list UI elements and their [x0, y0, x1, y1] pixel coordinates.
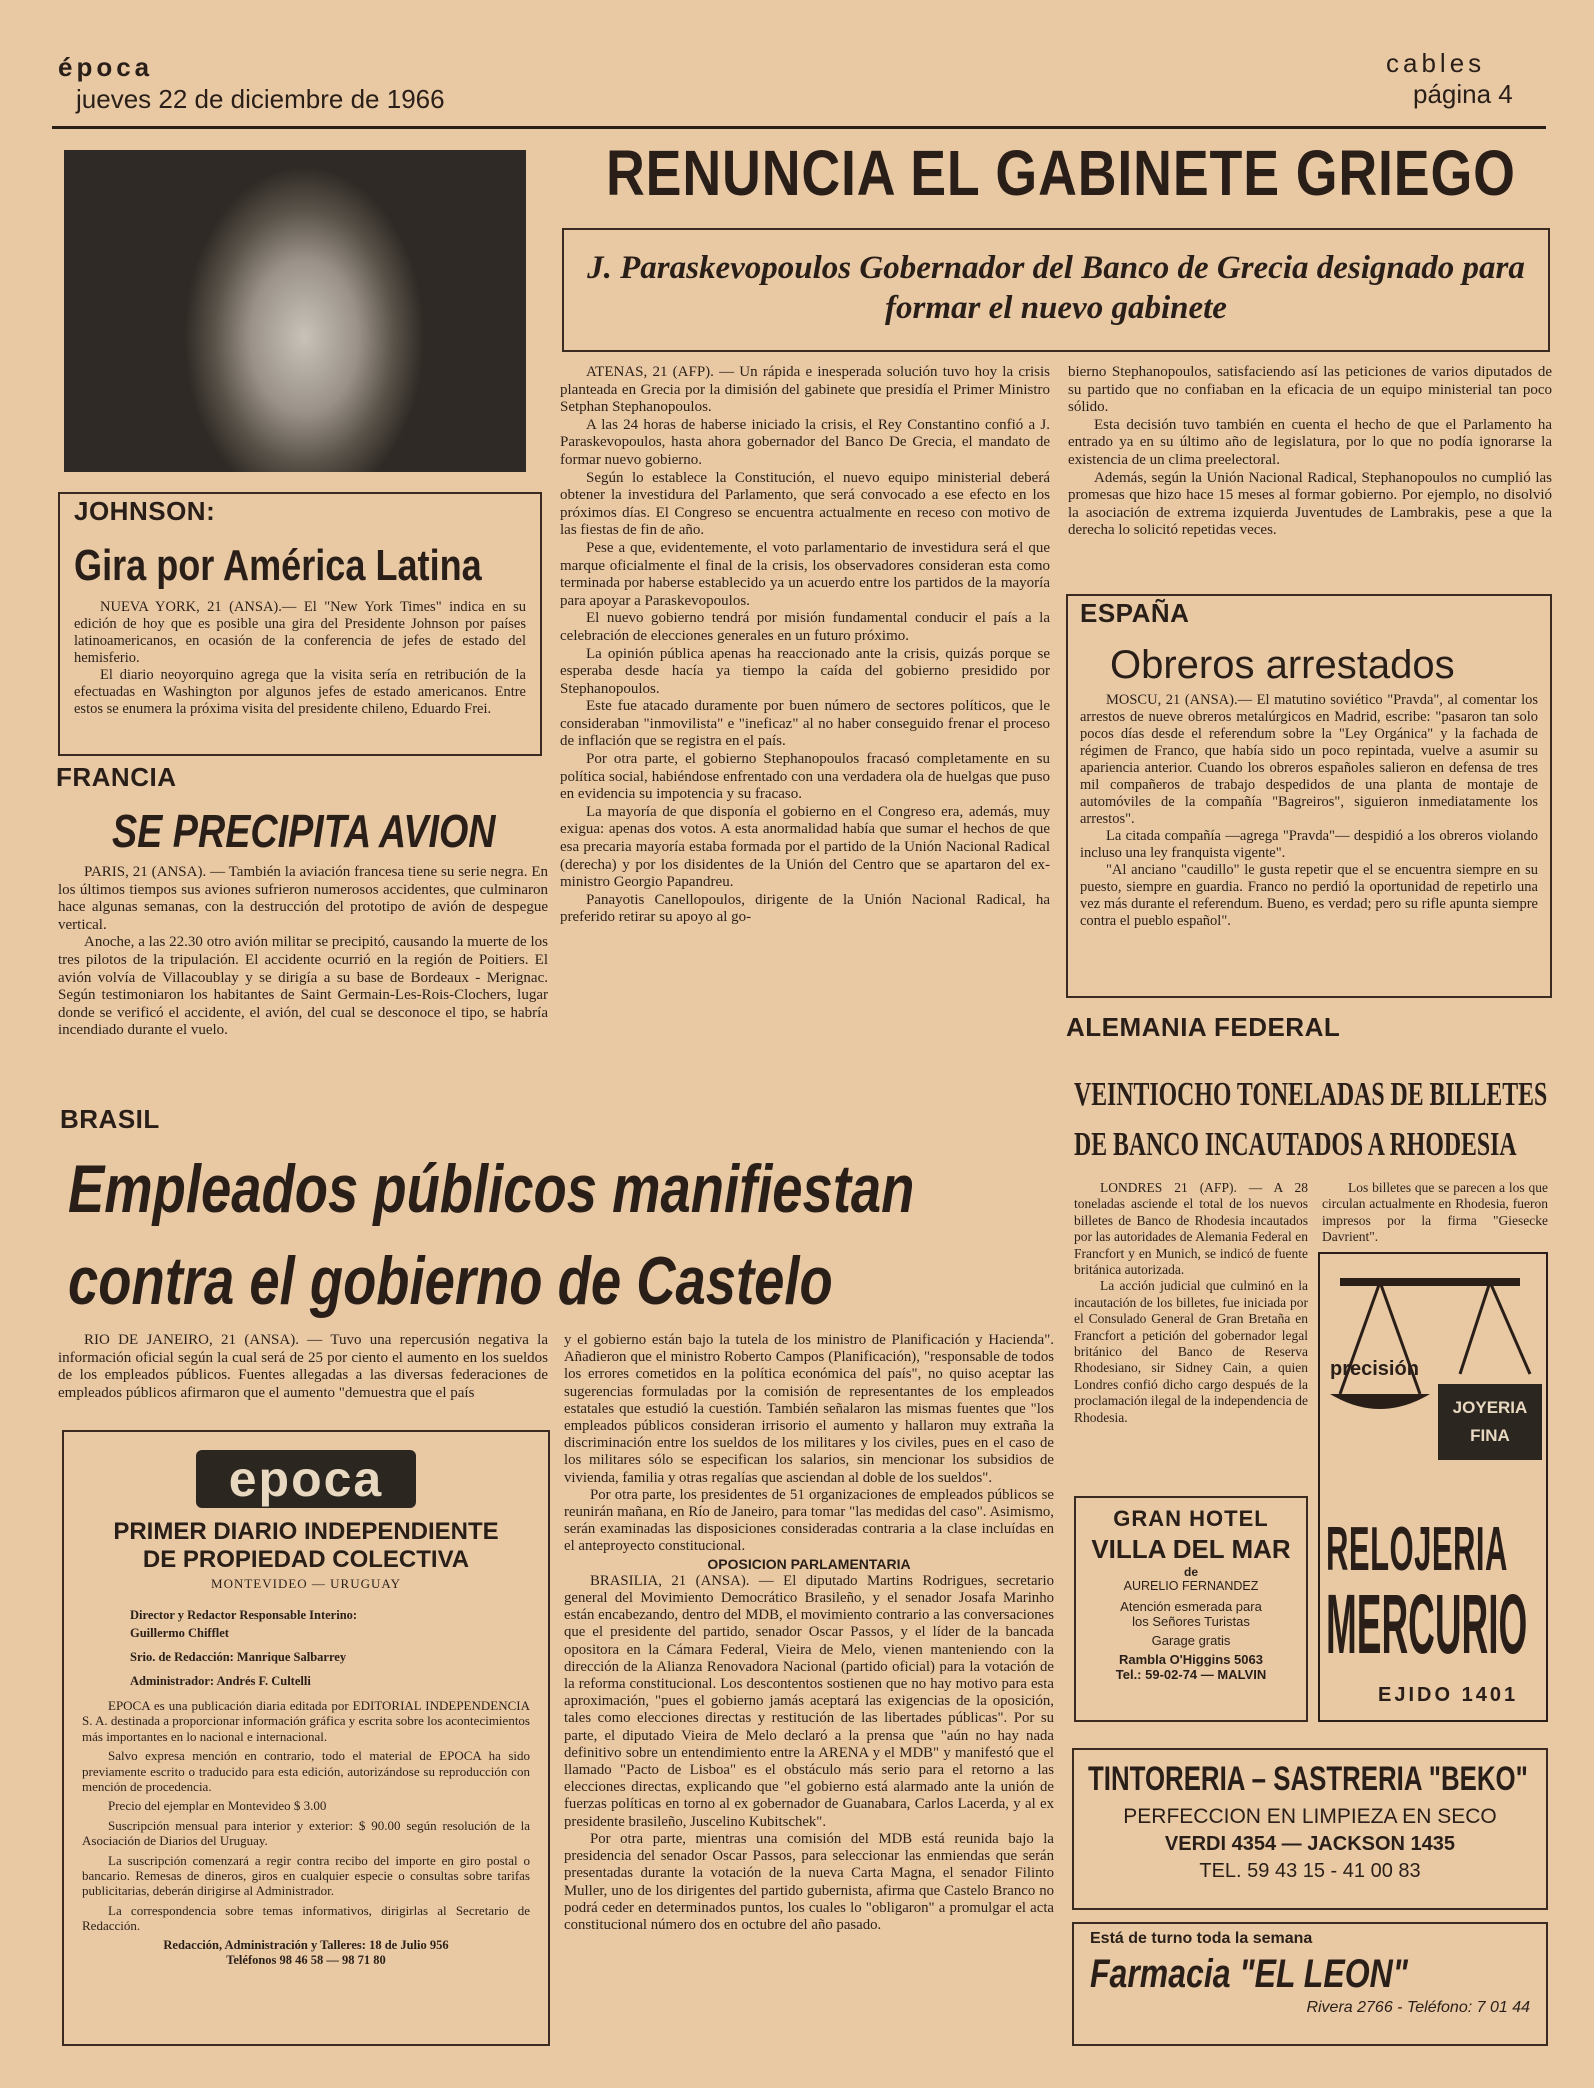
- greece-p1: ATENAS, 21 (AFP). — Un rápida e inesperada solución tuvo hoy la crisis planteada en Grecia por la dimisión del gabinete que presidía el Primer Ministro Setphan Stephanopoulos.: [560, 364, 1050, 416]
- farmacia-top: Está de turno toda la semana: [1090, 1930, 1313, 1947]
- epoca-box: [62, 1430, 550, 2046]
- johnson-headline: Gira por América Latina: [74, 541, 482, 590]
- epoca-p5: La suscripción comenzará a regir contra recibo del importe en giro postal o bancario. Remesas de dineros, giros en cualquier especie o consultas sobre tarifas publicitarias, deberán dirigirse al Administrador.: [82, 1852, 530, 1899]
- greece-p10: Panayotis Canellopoulos, dirigente de la Unión Nacional Radical, ha preferido retirar su apoyo al go-: [560, 891, 1050, 926]
- hotel-l4: AURELIO FERNANDEZ: [1123, 1579, 1259, 1593]
- masthead-date: jueves 22 de diciembre de 1966: [76, 84, 445, 114]
- greece-p12: Esta decisión tuvo también en cuenta el hecho de que el Parlamento ha entrado ya en su último año de legislatura, por lo que no podía ignorarse la existencia de un clima preelectoral.: [1068, 416, 1552, 468]
- epoca-p6: La correspondencia sobre temas informativos, dirigirlas al Secretario de Redacción.: [82, 1902, 530, 1934]
- mercurio-precision: precisión: [1330, 1358, 1419, 1380]
- epoca-staff-2: Guillermo Chifflet: [130, 1626, 229, 1640]
- subheadline-box: [562, 228, 1550, 352]
- francia-p1: PARIS, 21 (ANSA). — También la aviación francesa tiene su serie negra. En los últimos tiempos sus aviones sufrieron numerosos accidentes, que culminaron hace algunas semanas, con la destrucción del prototipo de avión de despegue vertical.: [58, 864, 548, 933]
- alemania-headline1: VEINTIOCHO TONELADAS DE BILLETES: [1074, 1076, 1548, 1113]
- greece-p5: El nuevo gobierno tendrá por misión fundamental conducir el país a la celebración de elecciones generales en un futuro próximo.: [560, 610, 1050, 644]
- greece-col2: [1068, 364, 1552, 540]
- hotel-l5: Atención esmerada para: [1120, 1599, 1262, 1614]
- johnson-photo: [64, 150, 526, 472]
- espana-headline: Obreros arrestados: [1110, 643, 1455, 687]
- hotel-l9: Tel.: 59-02-74 — MALVIN: [1115, 1667, 1267, 1682]
- espana-p3: "Al anciano "caudillo" le gusta repetir que el se encuentra siempre en su puesto, siempre en guardia. Franco no perdió la oportunidad de repetirlo una vez más durante el referendum. Bueno, es verdad; pero su rifle apunta siempre contra el pueblo español".: [1080, 862, 1538, 929]
- epoca-logo: epoca: [196, 1450, 416, 1508]
- farmacia-ad: [1072, 1922, 1548, 2046]
- alemania-headline2: DE BANCO INCAUTADOS A RHODESIA: [1074, 1126, 1517, 1163]
- hotel-l1: GRAN HOTEL: [1113, 1506, 1269, 1531]
- farmacia-addr: Rivera 2766 - Teléfono: 7 01 44: [1306, 1999, 1530, 2016]
- mercurio-street: EJIDO 1401: [1378, 1684, 1519, 1706]
- epoca-p3: Precio del ejemplar en Montevideo $ 3.00: [108, 1798, 327, 1814]
- mercurio-name: MERCURIO: [1326, 1577, 1528, 1671]
- epoca-footer2: Teléfonos 98 46 58 — 98 71 80: [226, 1952, 386, 1967]
- beko-title: TINTORERIA – SASTRERIA "BEKO": [1088, 1760, 1528, 1798]
- greece-col1: [560, 364, 1050, 927]
- alemania-label: ALEMANIA FEDERAL: [1066, 1012, 1341, 1042]
- epoca-staff: [130, 1606, 530, 1690]
- espana-p2: La citada compañía —agrega "Pravda"— despidió a los obreros violando incluso una ley franquista vigente".: [1080, 828, 1538, 861]
- espana-text: [1080, 692, 1538, 930]
- mercurio-ad: [1318, 1252, 1548, 1722]
- beko-ad: [1072, 1748, 1548, 1910]
- johnson-p1: NUEVA YORK, 21 (ANSA).— El "New York Times" indica en su edición de hoy que es posible una gira del Presidente Johnson por países latinoamericanos, en ocasión de la conferencia de jefes de estado del hemisferio.: [74, 599, 526, 666]
- subheadline: J. Paraskevopoulos Gobernador del Banco de Grecia designado para formar el nuevo gabinete: [587, 250, 1525, 326]
- brasil-subhead: OPOSICION PARLAMENTARIA: [707, 1555, 911, 1572]
- epoca-footer1: Redacción, Administración y Talleres: 18 de Julio 956: [163, 1937, 449, 1952]
- masthead-paper: época: [58, 52, 154, 82]
- alemania-p1: LONDRES 21 (AFP). — A 28 toneladas asciende el total de los nuevos billetes de Banco de Rhodesia incautados por las autoridades de Alemania Federal en Francfort y en Munich, se indicó de fuente británica autorizada.: [1074, 1180, 1308, 1278]
- brasil-p3: Por otra parte, los presidentes de 51 organizaciones de empleados públicos se reunirán mañana, en Río de Janeiro, para tomar "las medidas del caso". Asimismo, serán examinadas las disposiciones consideradas contraria a la clase incluídas en el anteproyecto constitucional.: [564, 1486, 1054, 1555]
- hotel-l7: Garage gratis: [1151, 1633, 1231, 1648]
- mercurio-relojeria: RELOJERIA: [1326, 1515, 1508, 1584]
- espana-p1: MOSCU, 21 (ANSA).— El matutino soviético "Pravda", al comentar los arrestos de nueve obreros metalúrgicos en Madrid, escribe: "pasaron tan solo pocos días desde el referendum sobre la "Ley Orgánica" y la fachada de régimen de Franco, que había sido un poco repintada, vuelve a asumir su apariencia anterior. Cuando los obreros españoles salieron en defensa de tres mil compañeros de trabajo despedidos de una planta de montaje de automóviles de la compañía "Bagreiros", siguieron inmediatamente los arrestos".: [1080, 692, 1538, 827]
- alemania-p3: Los billetes que se parecen a los que circulan actualmente en Rhodesia, fueron impresos por la firma "Giesecke Davrient".: [1322, 1180, 1548, 1245]
- espana-box: [1066, 594, 1552, 998]
- epoca-staff-3: Srio. de Redacción: Manrique Salbarrey: [130, 1650, 347, 1664]
- epoca-p2: Salvo expresa mención en contrario, todo el material de EPOCA ha sido previamente escrito o traducido para esta edición, autorizándose su reproducción con mención de procedencia.: [82, 1748, 530, 1795]
- brasil-headline1: Empleados públicos manifiestan: [68, 1151, 915, 1227]
- brasil-p4: BRASILIA, 21 (ANSA). — El diputado Martins Rodrigues, secretario general del Movimiento Democrático Brasileño, y el senador Josafa Marinho están encabezando, dentro del MDB, el movimiento contrario a las conversaciones que el presidente del partido, senador Oscar Passos, y el líder de la bancada opositora en la Cámara Federal, Vieira de Melo, vienen manteniendo con la dirección de la Alianza Renovadora Nacional (partido oficial) para la votación de la reforma constitucional. Los descontentos sostienen que no hay motivo para esta aproximación, "pues el gobierno jamás aceptará las exigencias de la oposición, tales como elecciones directas y restitución de las libertades públicas". Por su parte, el diputado Vieira de Melo declaró a la prensa que "aún no hay nada definitivo sobre un entendimiento entre la ARENA y el MDB" y manifestó que el llamado "Pacto de Lisboa" es el obstáculo más serio para el retorno a las elecciones directas, explicando que "el gobierno está alarmado ante la unión de fuerzas políticas en torno al ex gobernador de Guanabara, Carlos Lacerda, y al ex presidente brasileño, Juscelino Kubitschek".: [564, 1572, 1054, 1830]
- francia-headline: SE PRECIPITA AVION: [112, 805, 496, 857]
- brasil-col2: [564, 1332, 1054, 1934]
- epoca-line1: PRIMER DIARIO INDEPENDIENTE: [113, 1518, 499, 1545]
- francia-text: [58, 864, 548, 1040]
- alemania-p2: La acción judicial que culminó en la incautación de los billetes, fue iniciada por el Consulado General de Gran Bretaña en Francfort a petición del gobernador legal británico del Banco de Reserva Rhodesiano, sir Sidney Cain, a quien Londres confió dicho cargo después de la proclamación ilegal de la independencia de Rhodesia.: [1074, 1278, 1308, 1425]
- hotel-l3: de: [1183, 1565, 1198, 1579]
- masthead-section: cables: [1386, 48, 1486, 78]
- masthead-page: página 4: [1413, 79, 1513, 109]
- hotel-l8: Rambla O'Higgins 5063: [1119, 1652, 1263, 1667]
- brasil-label: BRASIL: [60, 1104, 160, 1134]
- main-headline: RENUNCIA EL GABINETE GRIEGO: [606, 137, 1516, 209]
- mercurio-joyeria: [1438, 1384, 1542, 1460]
- alemania-col2: [1322, 1180, 1548, 1246]
- greece-p8: Por otra parte, el gobierno Stephanopoulos fracasó completamente en su política social, habiéndose enfrentado con una verdadera ola de huelgas que puso en evidencia su impotencia y su fracaso.: [560, 751, 1050, 803]
- greece-p9: La mayoría de que disponía el gobierno en el Congreso era, además, muy exigua: apenas dos votos. A esta anormalidad había que sumar el hechos de que esa precaria mayoría estaba formada por el partido de la Unión Nacional Radical (derecha) y por los disidentes de la Unión del Centro que se apartaron del ex-ministro Georgio Papandreu.: [560, 803, 1050, 891]
- masthead-rule: [52, 126, 1546, 129]
- greece-p11: bierno Stephanopoulos, satisfaciendo así las peticiones de varios diputados de su partido que no confiaban en la eficacia de un equipo ministerial tan poco sólido.: [1068, 364, 1552, 416]
- epoca-staff-1: Director y Redactor Responsable Interino:: [130, 1608, 358, 1622]
- mercurio-fina-word: FINA: [1470, 1426, 1510, 1445]
- greece-p2: A las 24 horas de haberse iniciado la crisis, el Rey Constantino confió a J. Paraskevopoulos, hasta ahora gobernador del Banco De Grecia, el mandato de formar nuevo gobierno.: [560, 416, 1050, 468]
- beko-tag: PERFECCION EN LIMPIEZA EN SECO: [1123, 1805, 1497, 1828]
- hotel-l2: VILLA DEL MAR: [1091, 1534, 1291, 1564]
- brasil-headline2: contra el gobierno de Castelo: [68, 1243, 833, 1319]
- epoca-staff-4: Administrador: Andrés F. Cultelli: [130, 1674, 311, 1688]
- greece-p13: Además, según la Unión Nacional Radical, Stephanopoulos no cumplió las promesas que hizo hace 15 meses al formar gobierno. Por ejemplo, no disolvió la asociación de extrema izquierda Juventudes de Lambrakis, pese a que la derecha lo solicitó repetidas veces.: [1068, 469, 1552, 539]
- francia-label: FRANCIA: [56, 762, 177, 792]
- johnson-label: JOHNSON:: [74, 496, 216, 526]
- johnson-text: [74, 599, 526, 718]
- espana-label: ESPAÑA: [1080, 598, 1190, 628]
- epoca-line2: DE PROPIEDAD COLECTIVA: [142, 1546, 470, 1573]
- johnson-box: [58, 492, 542, 756]
- hotel-ad: [1074, 1496, 1308, 1722]
- greece-p6: La opinión pública apenas ha reaccionado ante la crisis, quizás porque se esperaba desde hacía ya tiempo la caída del gobierno presidido por Stephanopoulos.: [560, 645, 1050, 697]
- epoca-p4: Suscripción mensual para interior y exterior: $ 90.00 según resolución de la Asociación de Diarios del Uruguay.: [82, 1817, 530, 1849]
- mercurio-joyeria-word: JOYERIA: [1452, 1398, 1528, 1417]
- beko-tel: TEL. 59 43 15 - 41 00 83: [1199, 1860, 1421, 1882]
- hotel-l6: los Señores Turistas: [1132, 1614, 1250, 1629]
- epoca-place: MONTEVIDEO — URUGUAY: [211, 1576, 401, 1591]
- brasil-intro: [58, 1332, 548, 1402]
- johnson-p2: El diario neoyorquino agrega que la visita sería en retribución de la efectuadas en Washington por algunos jefes de estado americanos. Entre estos se enumera la próxima visita del presidente chileno, Eduardo Frei.: [74, 667, 526, 717]
- brasil-p5: Por otra parte, mientras una comisión del MDB está reunida bajo la presidencia del senador Oscar Passos, para seleccionar las enmiendas que serán presentadas durante la votación de la nueva Carta Magna, el senador Filinto Muller, uno de los dirigentes del partido gubernista, afirma que Castelo Branco no podrá ceder en determinados puntos, los cuales lo "obligaron" a promulgar el acta constitucional número dos en octubre del año pasado.: [564, 1830, 1054, 1933]
- francia-p2: Anoche, a las 22.30 otro avión militar se precipitó, causando la muerte de los tres pilotos de la tripulación. El accidente ocurrió en la región de Poitiers. El avión volvía de Villacoublay y se dirigía a su base de Bordeaux - Merignac. Según testimoniaron los habitantes de Saint Germain-Les-Rois-Clochers, lugar donde se verificó el accidente, el avión, del cual se desconoce el tipo, se habría incendiado durante el vuelo.: [58, 934, 548, 1039]
- brasil-p2: y el gobierno están bajo la tutela de los ministro de Planificación y Hacienda". Añadieron que el ministro Roberto Campos (Planificación), "responsable de todos los errores cometidos en la política económica del país", no quiso aceptar las sugerencias formuladas por la comisión de representantes de los empleados estatales que estudió la cuestión. También señalaron las mismas fuentes que "los empleados públicos consideran irrisorio el aumento y hallaron muy extraña la discriminación entre los sueldos de los militares y los civiles, pues en el caso de los militares sólo se especifican los salarios, sin mencionar los subsidios de vivienda, familia y otras regalías que asciendan al doble de los sueldos".: [564, 1332, 1054, 1486]
- greece-p7: Este fue atacado duramente por buen número de sectores políticos, que le consideraban "inmovilista" e "ineficaz" al no haber conseguido frenar el proceso de inflación que se registra en el país.: [560, 698, 1050, 750]
- epoca-text: [82, 1698, 530, 1934]
- brasil-p1: RIO DE JANEIRO, 21 (ANSA). — Tuvo una repercusión negativa la información oficial según la cual será de 25 por ciento el aumento en los sueldos de los empleados públicos. Fuentes allegadas a las diversas federaciones de empleados públicos afirmaron que el aumento "demuestra que el país: [58, 1332, 548, 1401]
- beko-addr: VERDI 4354 — JACKSON 1435: [1164, 1833, 1456, 1855]
- farmacia-name: Farmacia "EL LEON": [1090, 1952, 1408, 1996]
- greece-p4: Pese a que, evidentemente, el voto parlamentario de investidura será el que marque oficialmente el final de la crisis, los observadores consideran esta como terminada por haberse establecido ya un acuerdo entre los partidos de la mayoría para apoyar a Paraskevopoulos.: [560, 539, 1050, 609]
- epoca-p1: EPOCA es una publicación diaria editada por EDITORIAL INDEPENDENCIA S. A. destinada a proporcionar información gráfica y escrita sobre los acontecimientos más importantes en lo nacional e internacional.: [82, 1698, 530, 1744]
- greece-p3: Según lo establece la Constitución, el nuevo equipo ministerial deberá obtener la investidura del Parlamento, que será convocado a ese efecto en los próximos días. El Congreso se encuentra actualmente en receso con motivo de las fiestas de fin de año.: [560, 469, 1050, 539]
- alemania-col1: [1074, 1180, 1308, 1426]
